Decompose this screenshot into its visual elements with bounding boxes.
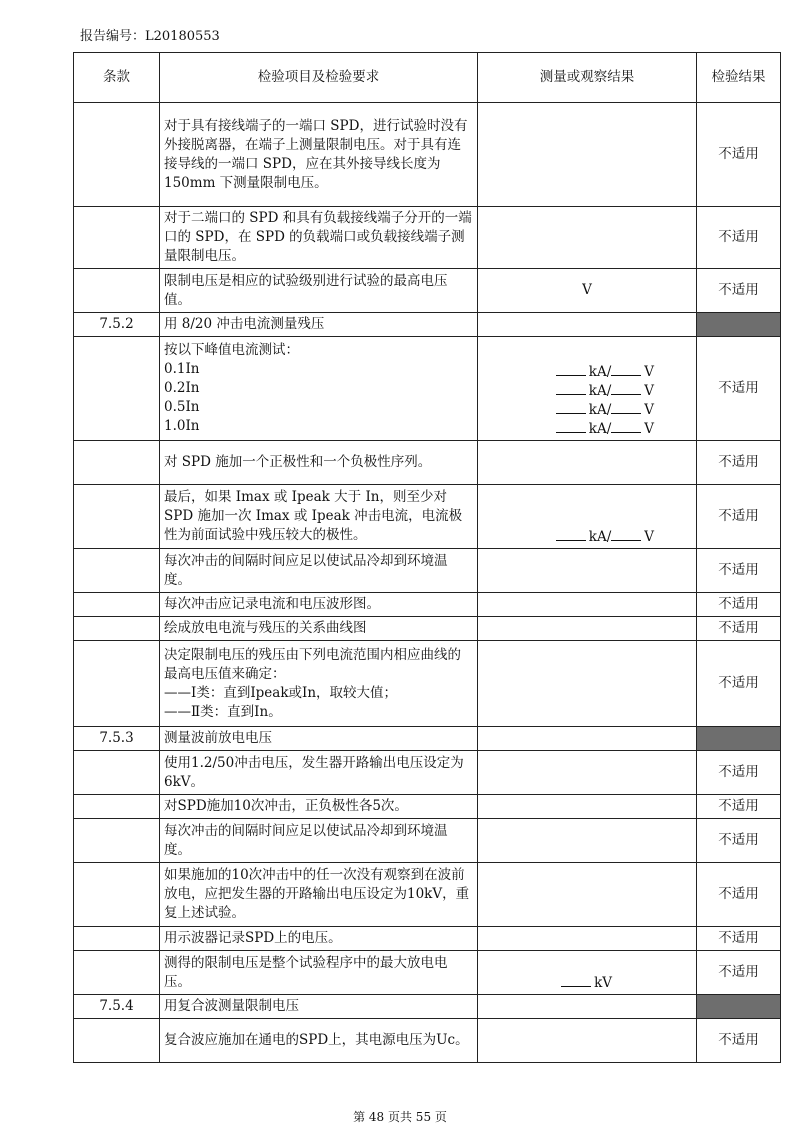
clause-cell bbox=[74, 863, 160, 927]
result-cell: 不适用 bbox=[697, 269, 781, 313]
clause-cell bbox=[74, 103, 160, 207]
requirement-cell: 每次冲击的间隔时间应足以使试品冷却到环境温度。 bbox=[160, 819, 478, 863]
result-cell: 不适用 bbox=[697, 485, 781, 549]
requirement-cell bbox=[160, 337, 478, 441]
result-cell: 不适用 bbox=[697, 863, 781, 927]
requirement-line: 0.5In bbox=[164, 399, 200, 415]
result-cell: 不适用 bbox=[697, 593, 781, 617]
measure-line: kA/ V bbox=[482, 528, 692, 547]
result-cell: 不适用 bbox=[697, 927, 781, 951]
measure-cell bbox=[478, 337, 697, 441]
requirement-line: ——Ⅱ类：直到In。 bbox=[164, 703, 282, 720]
requirement-cell: 对于二端口的 SPD 和具有负载接线端子分开的一端口的 SPD，在 SPD 的负载端口或负载接线端子测量限制电压。 bbox=[160, 207, 478, 269]
requirement-line: 决定限制电压的残压由下列电流范围内相应曲线的最高电压值来确定： bbox=[164, 646, 461, 682]
blank-field bbox=[556, 363, 586, 376]
table-row bbox=[74, 995, 781, 1019]
clause-cell bbox=[74, 549, 160, 593]
clause-cell: 7.5.2 bbox=[74, 313, 160, 337]
table-row bbox=[74, 103, 781, 207]
table-row bbox=[74, 795, 781, 819]
table-row bbox=[74, 819, 781, 863]
requirement-cell: 如果施加的10次冲击中的任一次没有观察到在波前放电，应把发生器的开路输出电压设定为10kV，重复上述试验。 bbox=[160, 863, 478, 927]
report-number: 报告编号：L20180553 bbox=[80, 29, 220, 44]
blank-field bbox=[561, 974, 591, 987]
blank-field bbox=[611, 363, 641, 376]
requirement-cell: 使用1.2/50冲击电压，发生器开路输出电压设定为6kV。 bbox=[160, 751, 478, 795]
blank-field bbox=[611, 401, 641, 414]
table-row bbox=[74, 549, 781, 593]
measure-cell bbox=[478, 995, 697, 1019]
measure-line: kA/ V bbox=[482, 382, 692, 401]
requirement-cell: 复合波应施加在通电的SPD上，其电源电压为Uc。 bbox=[160, 1019, 478, 1063]
measure-cell bbox=[478, 819, 697, 863]
measure-cell bbox=[478, 1019, 697, 1063]
requirement-cell: 最后，如果 Imax 或 Ipeak 大于 In，则至少对 SPD 施加一次 Imax 或 Ipeak 冲击电流，电流极性为前面试验中残压较大的极性。 bbox=[160, 485, 478, 549]
clause-cell: 7.5.4 bbox=[74, 995, 160, 1019]
table-row bbox=[74, 1019, 781, 1063]
blank-field bbox=[556, 420, 586, 433]
clause-cell bbox=[74, 951, 160, 995]
result-cell: 不适用 bbox=[697, 819, 781, 863]
clause-cell bbox=[74, 751, 160, 795]
blank-field bbox=[556, 401, 586, 414]
header-result: 检验结果 bbox=[697, 53, 781, 103]
measure-cell bbox=[478, 951, 697, 995]
measure-cell bbox=[478, 103, 697, 207]
requirement-line: 0.1In bbox=[164, 361, 200, 377]
measure-cell bbox=[478, 641, 697, 727]
measure-unit: V bbox=[582, 282, 592, 298]
measure-line: kA/ V bbox=[482, 420, 692, 439]
requirement-cell bbox=[160, 641, 478, 727]
requirement-line: 0.2In bbox=[164, 380, 200, 396]
measure-cell bbox=[478, 207, 697, 269]
result-cell: 不适用 bbox=[697, 951, 781, 995]
result-cell: 不适用 bbox=[697, 1019, 781, 1063]
clause-cell bbox=[74, 337, 160, 441]
result-cell: 不适用 bbox=[697, 617, 781, 641]
measure-cell bbox=[478, 927, 697, 951]
measure-cell bbox=[478, 441, 697, 485]
requirement-cell: 用复合波测量限制电压 bbox=[160, 995, 478, 1019]
table-row bbox=[74, 207, 781, 269]
measure-cell bbox=[478, 727, 697, 751]
clause-cell bbox=[74, 441, 160, 485]
result-cell-shaded bbox=[697, 995, 781, 1019]
table-row bbox=[74, 641, 781, 727]
measure-cell bbox=[478, 593, 697, 617]
measure-cell bbox=[478, 313, 697, 337]
result-cell: 不适用 bbox=[697, 337, 781, 441]
result-cell: 不适用 bbox=[697, 751, 781, 795]
table-row bbox=[74, 593, 781, 617]
clause-cell bbox=[74, 1019, 160, 1063]
result-cell: 不适用 bbox=[697, 795, 781, 819]
result-cell-shaded bbox=[697, 727, 781, 751]
blank-field bbox=[611, 528, 641, 541]
clause-cell bbox=[74, 927, 160, 951]
table-row bbox=[74, 617, 781, 641]
requirement-cell: 对 SPD 施加一个正极性和一个负极性序列。 bbox=[160, 441, 478, 485]
result-cell: 不适用 bbox=[697, 207, 781, 269]
blank-field bbox=[611, 420, 641, 433]
requirement-cell: 每次冲击的间隔时间应足以使试品冷却到环境温度。 bbox=[160, 549, 478, 593]
measure-cell bbox=[478, 863, 697, 927]
requirement-line: 按以下峰值电流测试： bbox=[164, 342, 299, 358]
measure-line: kV bbox=[482, 974, 692, 993]
header-clause: 条款 bbox=[74, 53, 160, 103]
requirement-line: 1.0In bbox=[164, 418, 200, 434]
header-measure: 测量或观察结果 bbox=[478, 53, 697, 103]
requirement-cell: 对SPD施加10次冲击，正负极性各5次。 bbox=[160, 795, 478, 819]
measure-cell bbox=[478, 269, 697, 313]
blank-field bbox=[556, 528, 586, 541]
table-row bbox=[74, 863, 781, 927]
measure-cell bbox=[478, 485, 697, 549]
table-row bbox=[74, 269, 781, 313]
blank-field bbox=[556, 382, 586, 395]
table-row bbox=[74, 337, 781, 441]
header-item: 检验项目及检验要求 bbox=[160, 53, 478, 103]
measure-cell bbox=[478, 751, 697, 795]
result-cell: 不适用 bbox=[697, 103, 781, 207]
measure-cell bbox=[478, 617, 697, 641]
requirement-cell: 测量波前放电电压 bbox=[160, 727, 478, 751]
table-row bbox=[74, 313, 781, 337]
result-cell: 不适用 bbox=[697, 641, 781, 727]
result-cell: 不适用 bbox=[697, 549, 781, 593]
clause-cell bbox=[74, 269, 160, 313]
clause-cell bbox=[74, 617, 160, 641]
table-header-row bbox=[74, 53, 781, 103]
requirement-line: ——Ⅰ类：直到Ipeak或In，取较大值； bbox=[164, 684, 398, 701]
requirement-cell: 用示波器记录SPD上的电压。 bbox=[160, 927, 478, 951]
table-row bbox=[74, 485, 781, 549]
table-row bbox=[74, 727, 781, 751]
measure-line: kA/ V bbox=[482, 401, 692, 420]
requirement-cell: 绘成放电电流与残压的关系曲线图 bbox=[160, 617, 478, 641]
clause-cell: 7.5.3 bbox=[74, 727, 160, 751]
clause-cell bbox=[74, 641, 160, 727]
clause-cell bbox=[74, 819, 160, 863]
table-row bbox=[74, 441, 781, 485]
clause-cell bbox=[74, 593, 160, 617]
measure-line: kA/ V bbox=[482, 363, 692, 382]
requirement-cell: 测得的限制电压是整个试验程序中的最大放电电压。 bbox=[160, 951, 478, 995]
table-row bbox=[74, 951, 781, 995]
measure-cell bbox=[478, 549, 697, 593]
requirement-cell: 对于具有接线端子的一端口 SPD，进行试验时没有外接脱离器，在端子上测量限制电压。对于具有连接导线的一端口 SPD，应在其外接导线长度为 150mm 下测量限制电压。 bbox=[160, 103, 478, 207]
blank-field bbox=[611, 382, 641, 395]
clause-cell bbox=[74, 207, 160, 269]
requirement-cell: 限制电压是相应的试验级别进行试验的最高电压值。 bbox=[160, 269, 478, 313]
requirement-cell: 每次冲击应记录电流和电压波形图。 bbox=[160, 593, 478, 617]
result-cell-shaded bbox=[697, 313, 781, 337]
measure-cell bbox=[478, 795, 697, 819]
requirement-cell: 用 8/20 冲击电流测量残压 bbox=[160, 313, 478, 337]
clause-cell bbox=[74, 795, 160, 819]
inspection-table bbox=[73, 52, 781, 1063]
clause-cell bbox=[74, 485, 160, 549]
page-footer: 第 48 页共 55 页 bbox=[353, 1110, 447, 1124]
table-row bbox=[74, 751, 781, 795]
table-row bbox=[74, 927, 781, 951]
result-cell: 不适用 bbox=[697, 441, 781, 485]
